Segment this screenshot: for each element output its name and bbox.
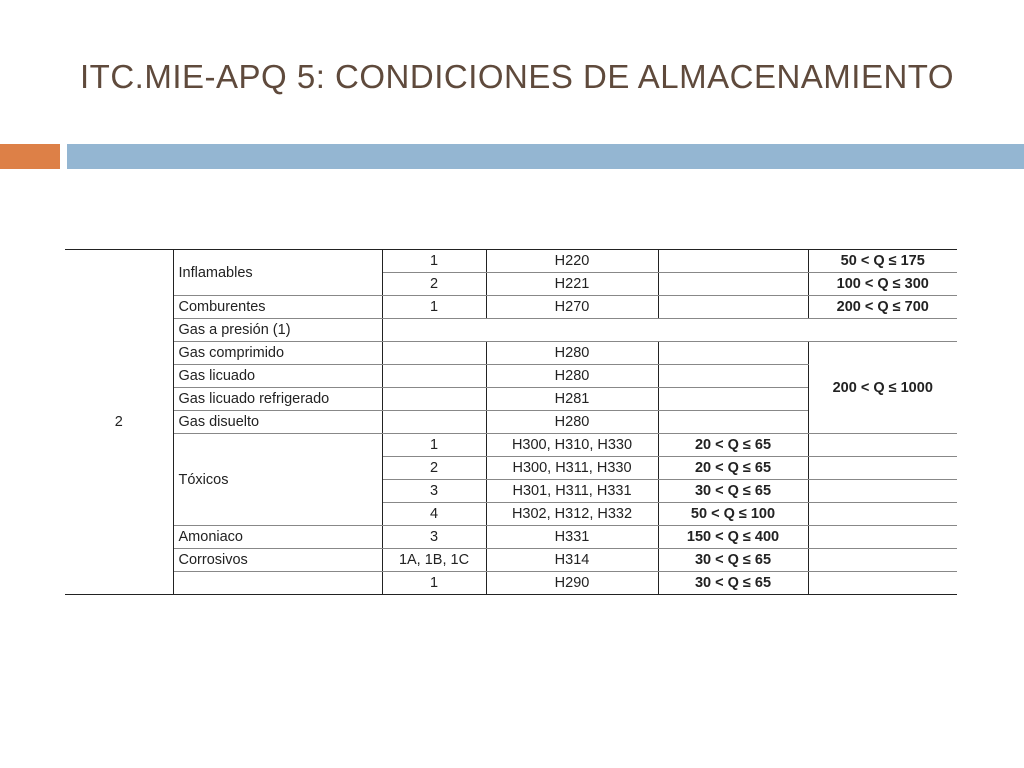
quantity-range-cell [808,457,957,480]
quantity-range-cell [808,434,957,457]
category-cell: Inflamables [173,250,382,296]
quantity-range-cell [808,503,957,526]
quantity-range-cell: 20 < Q ≤ 65 [658,434,808,457]
hazard-code-cell: H280 [486,365,658,388]
quantity-range-cell: 50 < Q ≤ 175 [808,250,957,273]
quantity-range-cell: 150 < Q ≤ 400 [658,526,808,549]
quantity-range-cell: 30 < Q ≤ 65 [658,572,808,595]
quantity-range-cell: 20 < Q ≤ 65 [658,457,808,480]
category-cell: Gas comprimido [173,342,382,365]
category-cell: Gas licuado refrigerado [173,388,382,411]
hazard-code-cell: H280 [486,411,658,434]
hazard-code-cell: H281 [486,388,658,411]
accent-bar-orange [0,144,60,169]
quantity-range-cell [808,526,957,549]
quantity-range-cell: 200 < Q ≤ 700 [808,296,957,319]
subcategory-cell: 3 [382,526,486,549]
hazard-code-cell: H331 [486,526,658,549]
quantity-range-cell: 200 < Q ≤ 1000 [808,342,957,434]
quantity-range-cell [658,342,808,365]
class-cell: 2 [65,250,173,595]
quantity-range-cell: 30 < Q ≤ 65 [658,549,808,572]
table-row [65,434,957,457]
quantity-range-cell: 50 < Q ≤ 100 [658,503,808,526]
slide-title: ITC.MIE-APQ 5: CONDICIONES DE ALMACENAMIENTO [80,58,955,95]
subcategory-cell: 1 [382,572,486,595]
quantity-range-cell: 30 < Q ≤ 65 [658,480,808,503]
quantity-range-cell [808,549,957,572]
empty-merged-cell [382,319,957,342]
quantity-range-cell [808,480,957,503]
quantity-range-cell [658,250,808,273]
hazard-code-cell: H290 [486,572,658,595]
hazard-code-cell: H280 [486,342,658,365]
accent-bar-blue [67,144,1024,169]
storage-conditions-table [65,249,957,595]
hazard-code-cell: H220 [486,250,658,273]
quantity-range-cell [658,411,808,434]
hazard-code-cell: H301, H311, H331 [486,480,658,503]
quantity-range-cell [658,273,808,296]
hazard-code-cell: H314 [486,549,658,572]
quantity-range-cell [658,388,808,411]
hazard-code-cell: H300, H310, H330 [486,434,658,457]
subcategory-cell: 1A, 1B, 1C [382,549,486,572]
table-row [65,250,957,273]
table-row [65,342,957,365]
subcategory-cell [382,365,486,388]
subcategory-cell [382,411,486,434]
hazard-code-cell: H302, H312, H332 [486,503,658,526]
subcategory-cell [382,388,486,411]
quantity-range-cell [658,365,808,388]
category-cell: Amoniaco [173,526,382,549]
subcategory-cell: 2 [382,273,486,296]
subcategory-cell: 1 [382,250,486,273]
hazard-code-cell: H270 [486,296,658,319]
subcategory-cell: 3 [382,480,486,503]
table-row [65,572,957,595]
quantity-range-cell: 100 < Q ≤ 300 [808,273,957,296]
quantity-range-cell [658,296,808,319]
table-row [65,296,957,319]
category-cell: Gas a presión (1) [173,319,382,342]
category-cell: Gas disuelto [173,411,382,434]
subcategory-cell: 4 [382,503,486,526]
category-cell: Tóxicos [173,434,382,526]
table-row [65,319,957,342]
hazard-code-cell: H221 [486,273,658,296]
subcategory-cell: 1 [382,296,486,319]
category-cell: Comburentes [173,296,382,319]
category-cell [173,572,382,595]
subcategory-cell: 2 [382,457,486,480]
table-row [65,549,957,572]
subcategory-cell [382,342,486,365]
subcategory-cell: 1 [382,434,486,457]
category-cell: Gas licuado [173,365,382,388]
hazard-code-cell: H300, H311, H330 [486,457,658,480]
quantity-range-cell [808,572,957,595]
category-cell: Corrosivos [173,549,382,572]
table-row [65,526,957,549]
